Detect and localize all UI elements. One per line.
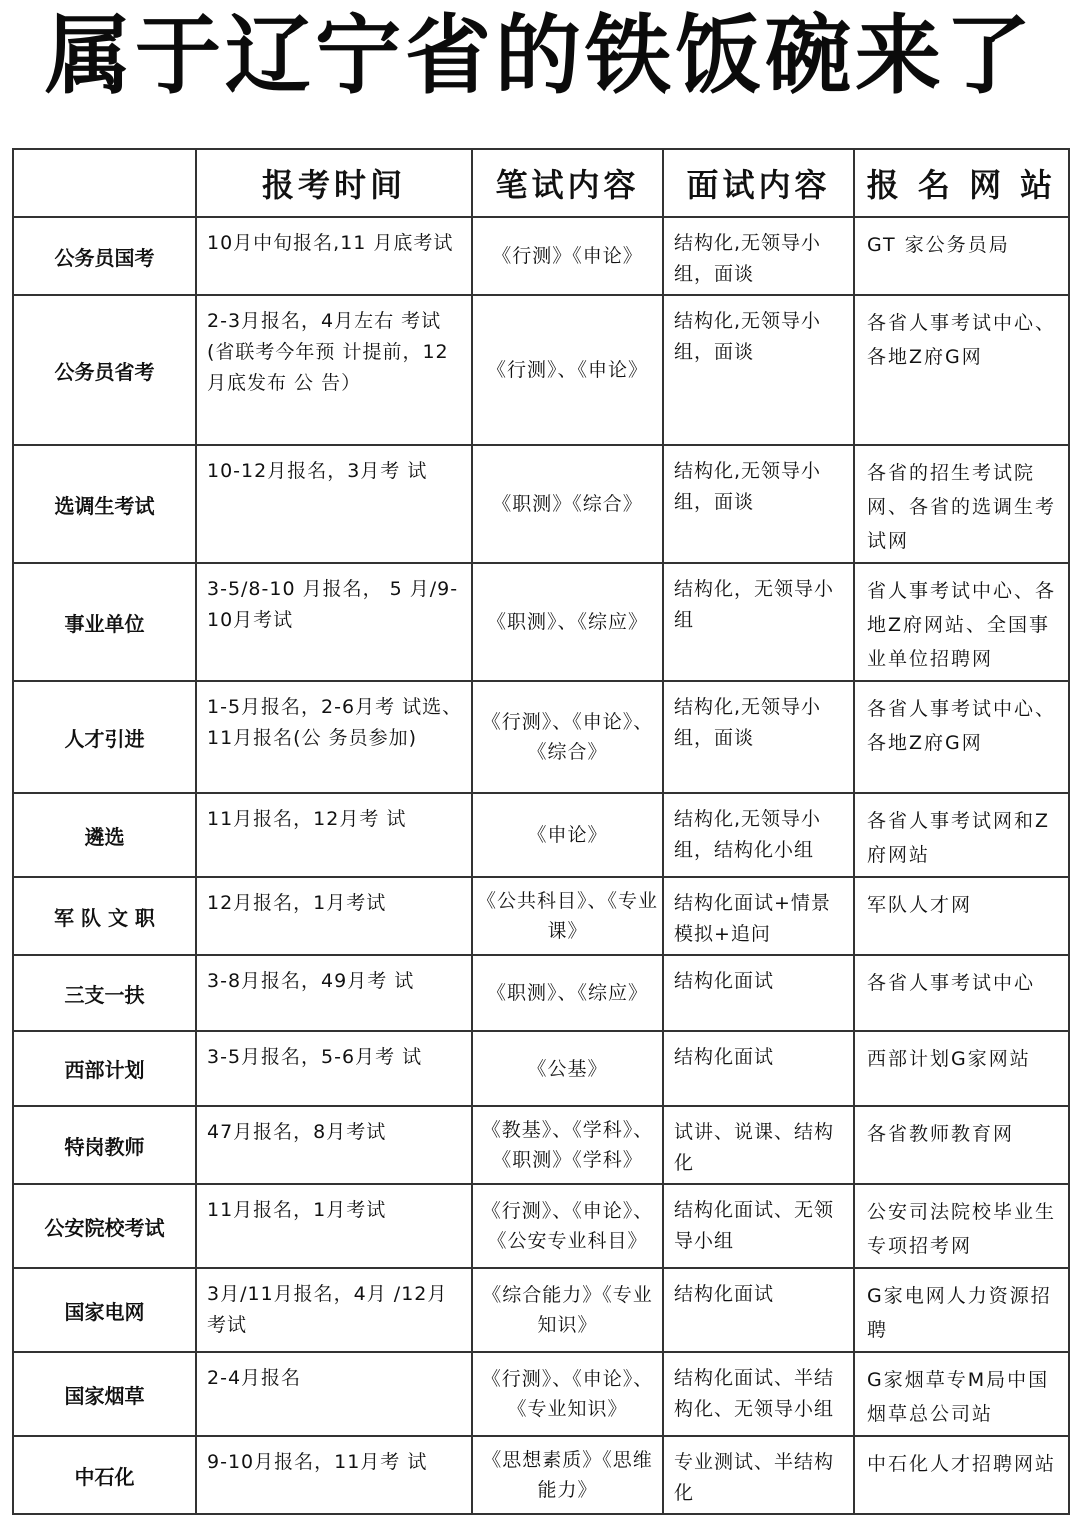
row-category: 国家烟草: [13, 1352, 196, 1436]
row-category: 国家电网: [13, 1268, 196, 1352]
row-interview: 结构化,无领导小组，面谈: [663, 217, 854, 295]
page-title: 属于辽宁省的铁饭碗来了: [45, 6, 1035, 106]
row-written: 《行测》、《申论》、《专业知识》: [472, 1352, 663, 1436]
row-category: 选调生考试: [13, 445, 196, 563]
row-written: 《行测》、《申论》、《公安专业科目》: [472, 1184, 663, 1268]
row-category: 中石化: [13, 1436, 196, 1514]
row-site: G家烟草专M局中国烟草总公司站: [854, 1352, 1069, 1436]
row-interview: 结构化面试: [663, 1268, 854, 1352]
row-time: 1-5月报名，2-6月考 试选、11月报名(公 务员参加): [196, 681, 472, 793]
row-written: 《申论》: [472, 793, 663, 877]
table-row: [13, 877, 1069, 955]
row-site: 西部计划G家网站: [854, 1031, 1069, 1106]
exam-table: [12, 148, 1070, 1515]
row-interview: 结构化面试、半结构化、无领导小组: [663, 1352, 854, 1436]
row-time: 2-3月报名，4月左右 考试(省联考今年预 计提前，12月底发布 公 告）: [196, 295, 472, 445]
row-time: 11月报名，12月考 试: [196, 793, 472, 877]
row-site: 各省人事考试网和Z 府网站: [854, 793, 1069, 877]
row-site: G家电网人力资源招 聘: [854, 1268, 1069, 1352]
row-category: 公安院校考试: [13, 1184, 196, 1268]
row-written: 《行测》《申论》: [472, 217, 663, 295]
table-row: [13, 1352, 1069, 1436]
table-row: [13, 217, 1069, 295]
table-row: [13, 793, 1069, 877]
row-interview: 试讲、说课、结构化: [663, 1106, 854, 1184]
row-written: 《职测》、《综应》: [472, 955, 663, 1031]
row-time: 3-5/8-10 月报名， 5 月/9-10月考试: [196, 563, 472, 681]
row-category: 公务员国考: [13, 217, 196, 295]
row-time: 3月/11月报名，4月 /12月考试: [196, 1268, 472, 1352]
row-written: 《公共科目》、《专业 课》: [472, 877, 663, 955]
header-site: 报 名 网 站: [854, 149, 1069, 217]
row-interview: 结构化,无领导小组，面谈: [663, 295, 854, 445]
table-row: [13, 681, 1069, 793]
row-category: 公务员省考: [13, 295, 196, 445]
table-row: [13, 295, 1069, 445]
row-written: 《职测》、《综应》: [472, 563, 663, 681]
row-time: 3-5月报名，5-6月考 试: [196, 1031, 472, 1106]
row-written: 《公基》: [472, 1031, 663, 1106]
row-site: 各省人事考试中心、 各地Z府G网: [854, 681, 1069, 793]
row-time: 47月报名，8月考试: [196, 1106, 472, 1184]
row-written: 《职测》《综合》: [472, 445, 663, 563]
row-site: 军队人才网: [854, 877, 1069, 955]
row-interview: 结构化面试: [663, 1031, 854, 1106]
table-row: [13, 445, 1069, 563]
row-site: GT 家公务员局: [854, 217, 1069, 295]
row-site: 中石化人才招聘网站: [854, 1436, 1069, 1514]
table-row: [13, 1436, 1069, 1514]
row-interview: 结构化,无领导小组，面谈: [663, 681, 854, 793]
header-time: 报考时间: [196, 149, 472, 217]
row-written: 《教基》、《学科》、《职测》《学科》: [472, 1106, 663, 1184]
row-time: 11月报名，1月考试: [196, 1184, 472, 1268]
row-category: 遴选: [13, 793, 196, 877]
row-written: 《综合能力》《专业知识》: [472, 1268, 663, 1352]
row-interview: 结构化面试、无领导小组: [663, 1184, 854, 1268]
table-row: [13, 1106, 1069, 1184]
row-time: 10月中旬报名,11 月底考试: [196, 217, 472, 295]
row-interview: 结构化面试: [663, 955, 854, 1031]
row-category: 人才引进: [13, 681, 196, 793]
row-category: 军 队 文 职: [13, 877, 196, 955]
table-row: [13, 1031, 1069, 1106]
row-time: 3-8月报名，49月考 试: [196, 955, 472, 1031]
row-category: 特岗教师: [13, 1106, 196, 1184]
row-time: 9-10月报名，11月考 试: [196, 1436, 472, 1514]
header-blank: [13, 149, 196, 217]
row-category: 三支一扶: [13, 955, 196, 1031]
table-row: [13, 955, 1069, 1031]
row-category: 事业单位: [13, 563, 196, 681]
row-time: 10-12月报名，3月考 试: [196, 445, 472, 563]
row-interview: 专业测试、半结构化: [663, 1436, 854, 1514]
row-category: 西部计划: [13, 1031, 196, 1106]
table-row: [13, 563, 1069, 681]
row-written: 《行测》、《申论》、《综合》: [472, 681, 663, 793]
row-time: 2-4月报名: [196, 1352, 472, 1436]
row-time: 12月报名，1月考试: [196, 877, 472, 955]
table-row: [13, 1184, 1069, 1268]
row-site: 各省人事考试中心、 各地Z府G网: [854, 295, 1069, 445]
row-interview: 结构化，无领导小组: [663, 563, 854, 681]
row-interview: 结构化,无领导小组，结构化小组: [663, 793, 854, 877]
row-interview: 结构化,无领导小组，面谈: [663, 445, 854, 563]
header-interview: 面试内容: [663, 149, 854, 217]
row-site: 各省的招生考试院网、各省的选调生考试网: [854, 445, 1069, 563]
row-site: 公安司法院校毕业生 专项招考网: [854, 1184, 1069, 1268]
table-row: [13, 1268, 1069, 1352]
header-row: [13, 149, 1069, 217]
row-site: 各省人事考试中心: [854, 955, 1069, 1031]
header-written: 笔试内容: [472, 149, 663, 217]
row-site: 各省教师教育网: [854, 1106, 1069, 1184]
row-interview: 结构化面试+情景 模拟+追问: [663, 877, 854, 955]
row-written: 《思想素质》《思维能力》: [472, 1436, 663, 1514]
row-site: 省人事考试中心、各地Z府网站、全国事业单位招聘网: [854, 563, 1069, 681]
row-written: 《行测》、《申论》: [472, 295, 663, 445]
